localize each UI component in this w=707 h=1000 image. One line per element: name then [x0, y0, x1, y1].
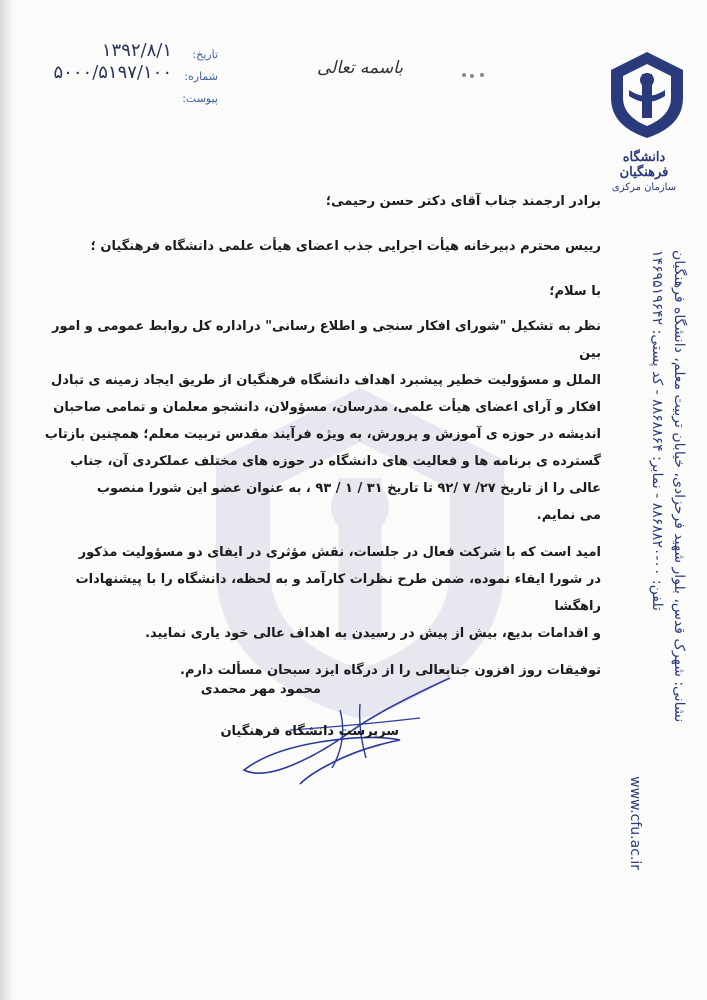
paragraph-1-line-6: عالی را از تاریخ ۲۷/ ۷ /۹۲ تا تاریخ ۳۱ / ۱ / ۹۳ ، به عنوان عضو این شورا منصوب — [96, 481, 601, 496]
paragraph-1-line-1: نظر به تشکیل "شورای افکار سنجی و اطلاع رسانی" دراداره کل روابط عمومی و امور بین — [52, 319, 601, 361]
date-row — [18, 40, 218, 62]
date-value: ۱۳۹۲/۸/۱ — [101, 40, 172, 61]
date-label: تاریخ: — [192, 48, 218, 61]
paragraph-2-line-2: در شورا ایفاء نموده، ضمن طرح نظرات کارآمد و به لحظه، دانشگاه را با پیشنهادات راهگشا — [75, 572, 601, 614]
paragraph-1-line-3: افکار و آرای اعضای هیأت علمی، مدرسان، مسؤولان، دانشجو معلمان و تمامی صاحبان — [53, 400, 601, 415]
letter-meta — [18, 40, 218, 106]
number-value: ۵۰۰۰/۵۱۹۷/۱۰۰ — [53, 62, 172, 83]
small-mark-icon — [460, 70, 488, 80]
scan-edge-shadow — [0, 0, 12, 1000]
recipient-line-2: رییس محترم دبیرخانه هیأت اجرایی جذب اعضای هیأت علمی دانشگاه فرهنگیان ؛ — [90, 239, 601, 254]
recipient-line-1: برادر ارجمند جناب آقای دکتر حسن رحیمی؛ — [325, 194, 601, 209]
paragraph-1-line-4: اندیشه در حوزه ی آموزش و پرورش، به ویژه فرآیند مقدس تربیت معلم؛ همچنین بازتاب — [44, 427, 601, 442]
number-label: شماره: — [184, 70, 218, 83]
logo-caption — [599, 150, 689, 193]
paragraph-1-line-2: الملل و مسؤولیت خطیر پیشبرد اهداف دانشگاه فرهنگیان از طریق ایجاد زمینه ی تبادل — [51, 373, 601, 388]
attachment-row — [18, 84, 218, 106]
closing-line: توفیقات روز افزون جنابعالی را از درگاه ایزد سبحان مسألت دارم. — [180, 663, 601, 678]
attachment-label: پیوست: — [182, 92, 218, 105]
letter-body — [41, 188, 601, 684]
greeting: با سلام؛ — [549, 284, 601, 299]
signatory-name: محمود مهر محمدی — [200, 682, 321, 697]
paragraph-1-line-5: گسترده ی برنامه ها و فعالیت های دانشگاه در حوزه های مختلف عملکردی آن، جناب — [70, 454, 601, 469]
number-row — [18, 62, 218, 84]
logo-org-name: سازمان مرکزی — [611, 182, 677, 193]
letter-heading: باسمه تعالی — [317, 58, 403, 78]
contact-website: www.cfu.ac.ir — [627, 776, 643, 870]
side-contact-info — [624, 250, 690, 870]
logo-university-name: دانشگاه فرهنگیان — [619, 150, 669, 180]
university-logo-icon — [607, 50, 687, 140]
contact-phone: تلفن: ۰۰-۸۸۶۸۸۲۰ - نمابر: ۸۸۶۸۸۶۴ - کد پستی: ۱۴۶۹۵۱۹۶۴۲ — [649, 250, 665, 611]
paragraph-2-line-1: امید است که با شرکت فعال در جلسات، نقش مؤثری در ایفای دو مسؤولیت مذکور — [78, 545, 601, 560]
signatory-title: سرپرست دانشگاه فرهنگیان — [220, 724, 399, 739]
contact-address: نشانی: شهرک قدس، بلوار شهید فرحزادی، خیابان تربیت معلم، دانشگاه فرهنگیان — [671, 250, 687, 723]
paragraph-2-line-3: و اقدامات بدیع، بیش از پیش در رسیدن به اهداف عالی خود یاری نمایید. — [145, 626, 601, 641]
paragraph-1-line-7: می نمایم. — [536, 508, 601, 523]
